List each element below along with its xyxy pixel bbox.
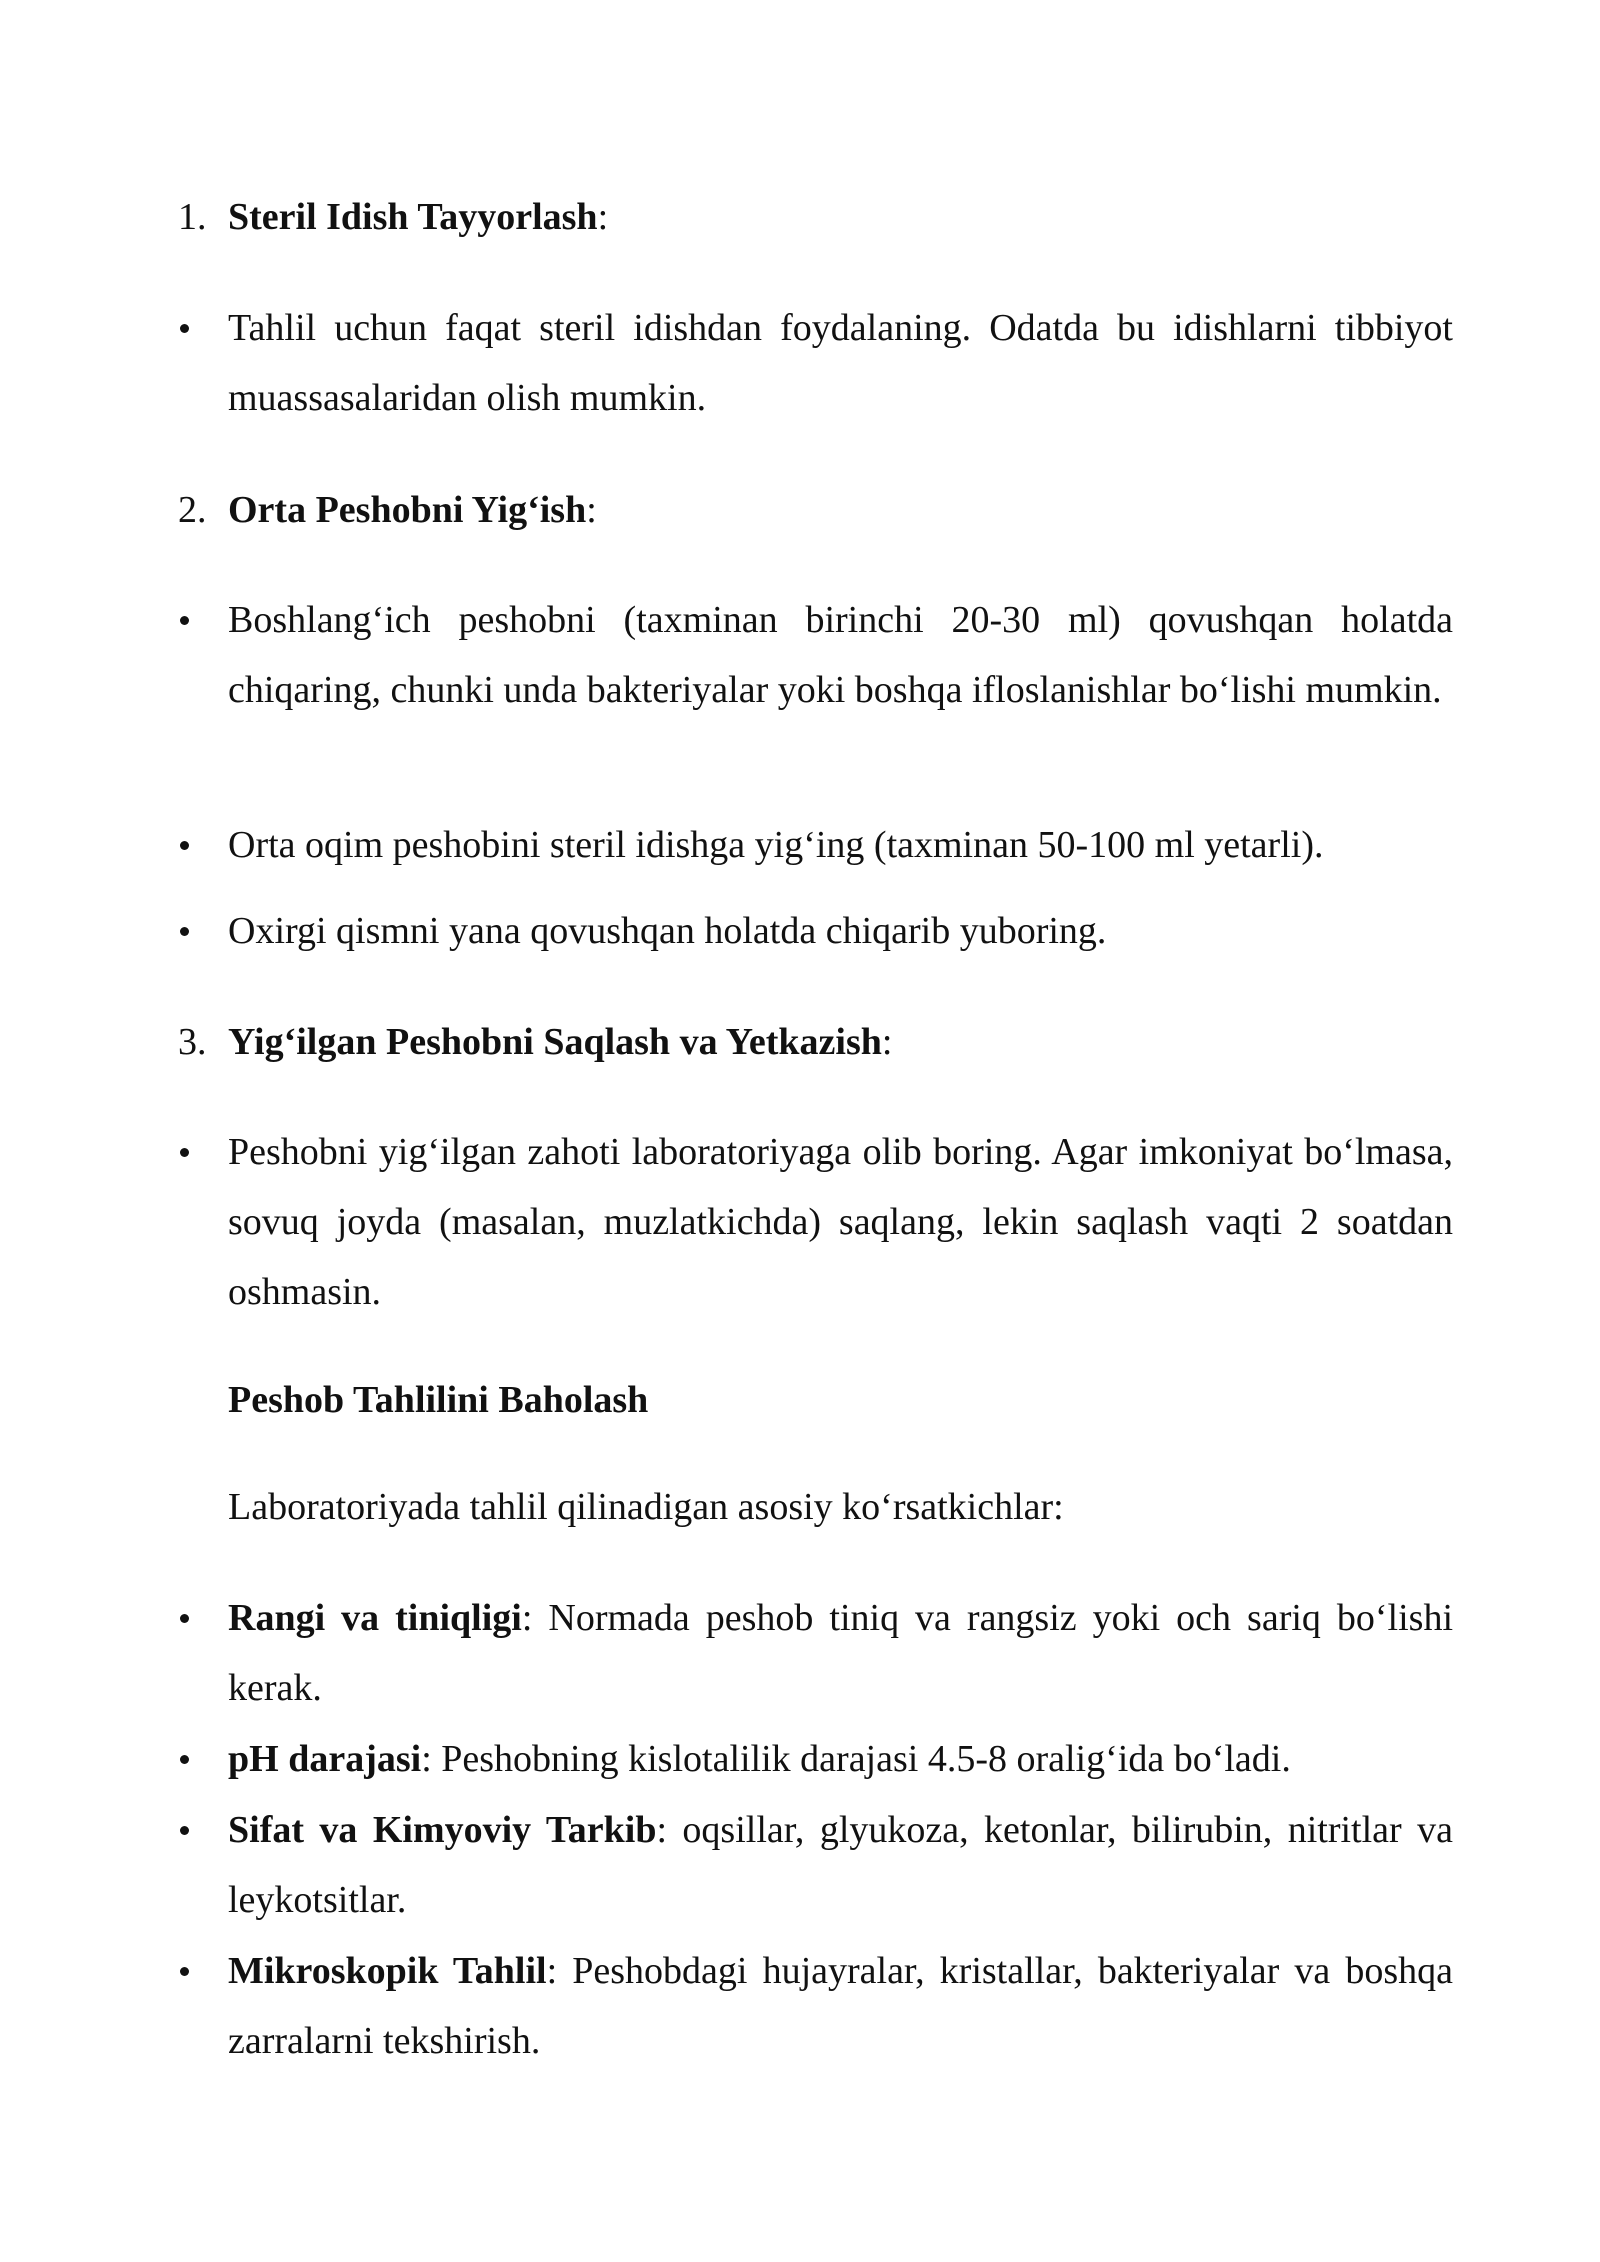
section-number: 1. [178,196,207,238]
bullet-icon [180,1148,189,1157]
bullet-icon [180,927,189,936]
bullet-icon [180,1614,189,1623]
list-item: Rangi va tiniqligi: Normada peshob tiniq va rangsiz yoki och sariq bo‘lishi kerak. [228,1597,1454,1709]
item-term: pH darajasi [228,1738,422,1780]
section-number: 3. [178,1021,207,1063]
intro-paragraph: Laboratoriyada tahlil qilinadigan asosiy ko‘rsatkichlar: [228,1486,1064,1528]
subheading: Peshob Tahlilini Baholash [228,1379,649,1421]
list-item: pH darajasi: Peshobning kislotalilik darajasi 4.5-8 oralig‘ida bo‘ladi. [228,1738,1291,1780]
section-number: 2. [178,489,207,531]
bullet-icon [180,1755,189,1764]
bullet-icon [180,616,189,625]
section-title: Orta Peshobni Yig‘ish [228,489,587,531]
section-colon: : [586,489,597,531]
bullet-icon [180,1967,189,1976]
section-heading [228,182,1453,252]
section-colon: : [597,196,609,238]
section-title: Yig‘ilgan Peshobni Saqlash va Yetkazish [228,1021,882,1063]
list-item: Mikroskopik Tahlil: Peshobdagi hujayralar, kristallar, bakteriyalar va boshqa zarralarni tekshirish. [228,1950,1454,2062]
section-colon: : [881,1021,893,1063]
item-term: Mikroskopik Tahlil [228,1950,547,1992]
list-item: Tahlil uchun faqat steril idishdan foydalaning. Odatda bu idishlarni tibbiyot muassasalaridan olish mumkin. [228,307,1453,419]
list-item: Boshlang‘ich peshobni (taxminan birinchi 20-30 ml) qovushqan holatda chiqaring, chunki unda bakteriyalar yoki boshqa ifloslanishlar bo‘lishi mumkin. [228,599,1453,711]
list-item: Orta oqim peshobini steril idishga yig‘ing (taxminan 50-100 ml yetarli). [228,824,1324,866]
list-item: Oxirgi qismni yana qovushqan holatda chiqarib yuboring. [228,910,1107,952]
bullet-icon [180,841,189,850]
section-title: Steril Idish Tayyorlash [228,196,598,238]
section-heading [228,1007,1453,1077]
item-term: Rangi va tiniqligi [228,1597,522,1639]
bullet-icon [180,1826,189,1835]
bullet-icon [180,324,189,333]
item-term: Sifat va Kimyoviy Tarkib [228,1809,657,1851]
list-item: Peshobni yig‘ilgan zahoti laboratoriyaga olib boring. Agar imkoniyat bo‘lmasa, sovuq joyda (masalan, muzlatkichda) saqlang, lekin saqlash vaqti 2 soatdan oshmasin. [228,1131,1453,1313]
list-item: Sifat va Kimyoviy Tarkib: oqsillar, glyukoza, ketonlar, bilirubin, nitritlar va leykotsitlar. [228,1809,1453,1921]
section-heading [228,475,1453,545]
